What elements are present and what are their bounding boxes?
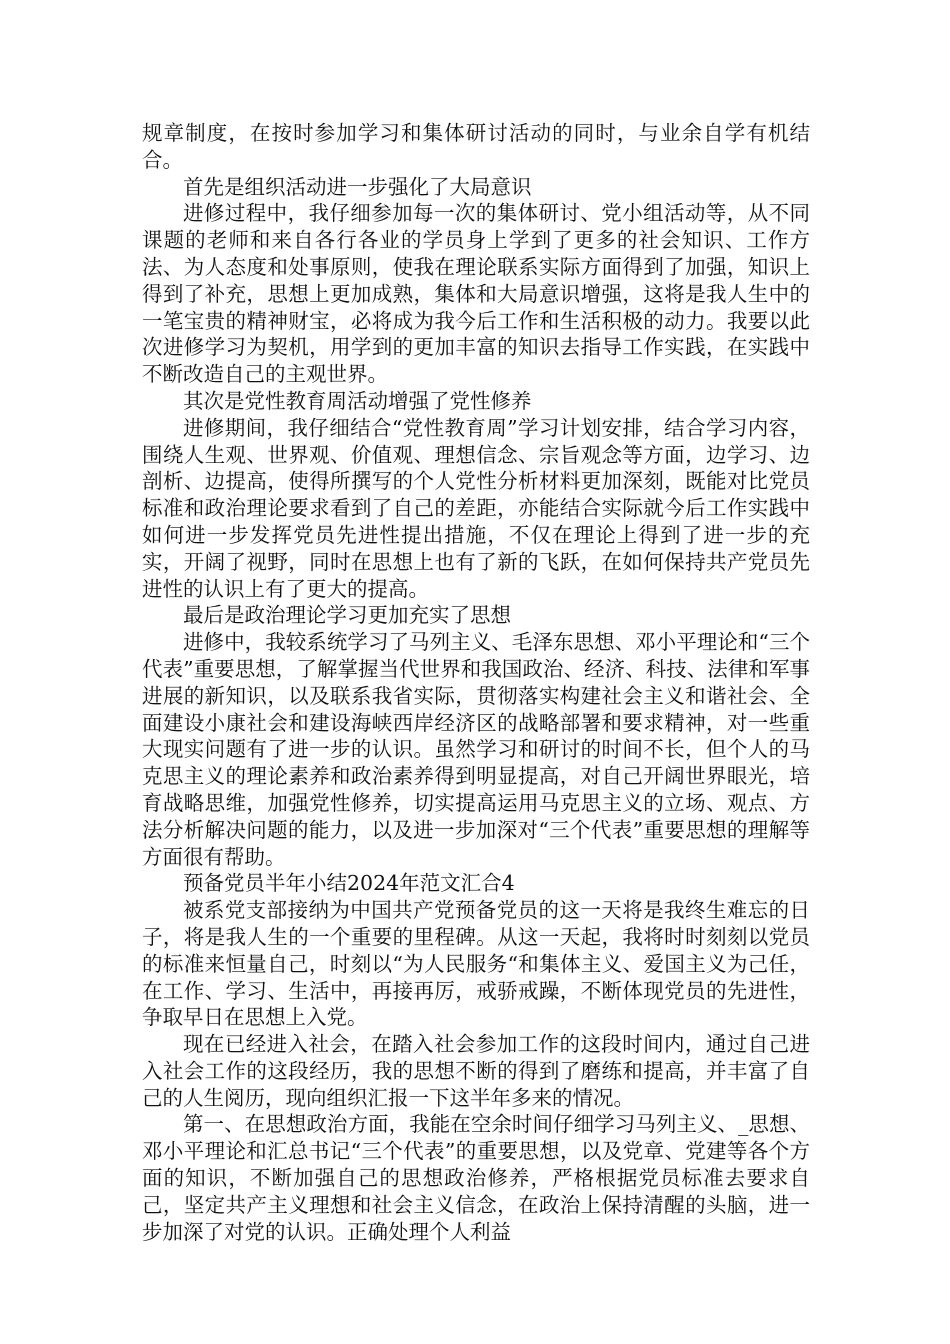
- document-page: [142, 120, 810, 1245]
- body-paragraph: 进修过程中，我仔细参加每一次的集体研讨、党小组活动等，从不同课题的老师和来自各行各业的学员身上学到了更多的社会知识、工作方法、为人态度和处事原则，使我在理论联系实际方面得到了加强，知识上得到了补充，思想上更加成熟，集体和大局意识增强，这将是我人生中的一笔宝贵的精神财宝，必将成为我今后工作和生活积极的动力。我要以此次进修学习为契机，用学到的更加丰富的知识去指导工作实践，在实践中不断改造自己的主观世界。: [142, 201, 810, 387]
- body-paragraph: 规章制度，在按时参加学习和集体研讨活动的同时，与业余自学有机结合。: [142, 121, 810, 172]
- body-paragraph: 现在已经进入社会，在踏入社会参加工作的这段时间内，通过自己进入社会工作的这段经历，我的思想不断的得到了磨练和提高，并丰富了自己的人生阅历，现向组织汇报一下这半年多来的情况。: [142, 1032, 810, 1110]
- body-paragraph: 进修期间，我仔细结合“党性教育周”学习计划安排，结合学习内容，围绕人生观、世界观、价值观、理想信念、宗旨观念等方面，边学习、边剖析、边提高，使得所撰写的个人党性分析材料更加深刻，既能对比党员标准和政治理论要求看到了自己的差距，亦能结合实际就今后工作实践中如何进一步发挥党员先进性提出措施，不仅在理论上得到了进一步的充实，开阔了视野，同时在思想上也有了新的飞跃，在如何保持共产党员先进性的认识上有了更大的提高。: [142, 415, 810, 601]
- body-paragraph: 第一、在思想政治方面，我能在空余时间仔细学习马列主义、_思想、邓小平理论和汇总书记“三个代表”的重要思想，以及党章、党建等各个方面的知识，不断加强自己的思想政治修养，严格根据党员标准去要求自己，坚定共产主义理想和社会主义信念，在政治上保持清醒的头脑，进一步加深了对党的认识。正确处理个人利益: [142, 1112, 810, 1244]
- body-paragraph: 进修中，我较系统学习了马列主义、毛泽东思想、邓小平理论和“三个代表”重要思想，了解掌握当代世界和我国政治、经济、科技、法律和军事进展的新知识，以及联系我省实际，贯彻落实构建社会主义和谐社会、全面建设小康社会和建设海峡西岸经济区的战略部署和要求精神，对一些重大现实问题有了进一步的认识。虽然学习和研讨的时间不长，但个人的马克思主义的理论素养和政治素养得到明显提高，对自己开阔世界眼光，培育战略思维，加强党性修养，切实提高运用马克思主义的立场、观点、方法分析解决问题的能力，以及进一步加深对“三个代表”重要思想的理解等方面很有帮助。: [142, 630, 810, 869]
- section-heading: 其次是党性教育周活动增强了党性修养: [183, 388, 532, 413]
- section-heading: 预备党员半年小结2024年范文汇合4: [183, 871, 515, 896]
- section-heading: 最后是政治理论学习更加充实了思想: [183, 603, 511, 628]
- body-paragraph: 被系党支部接纳为中国共产党预备党员的这一天将是我终生难忘的日子，将是我人生的一个重要的里程碑。从这一天起，我将时时刻刻以党员的标准来恒量自己，时刻以“为人民服务“和集体主义、爱国主义为己任，在工作、学习、生活中，再接再厉，戒骄戒躁，不断体现党员的先进性，争取早日在思想上入党。: [142, 898, 810, 1030]
- section-heading: 首先是组织活动进一步强化了大局意识: [183, 174, 532, 199]
